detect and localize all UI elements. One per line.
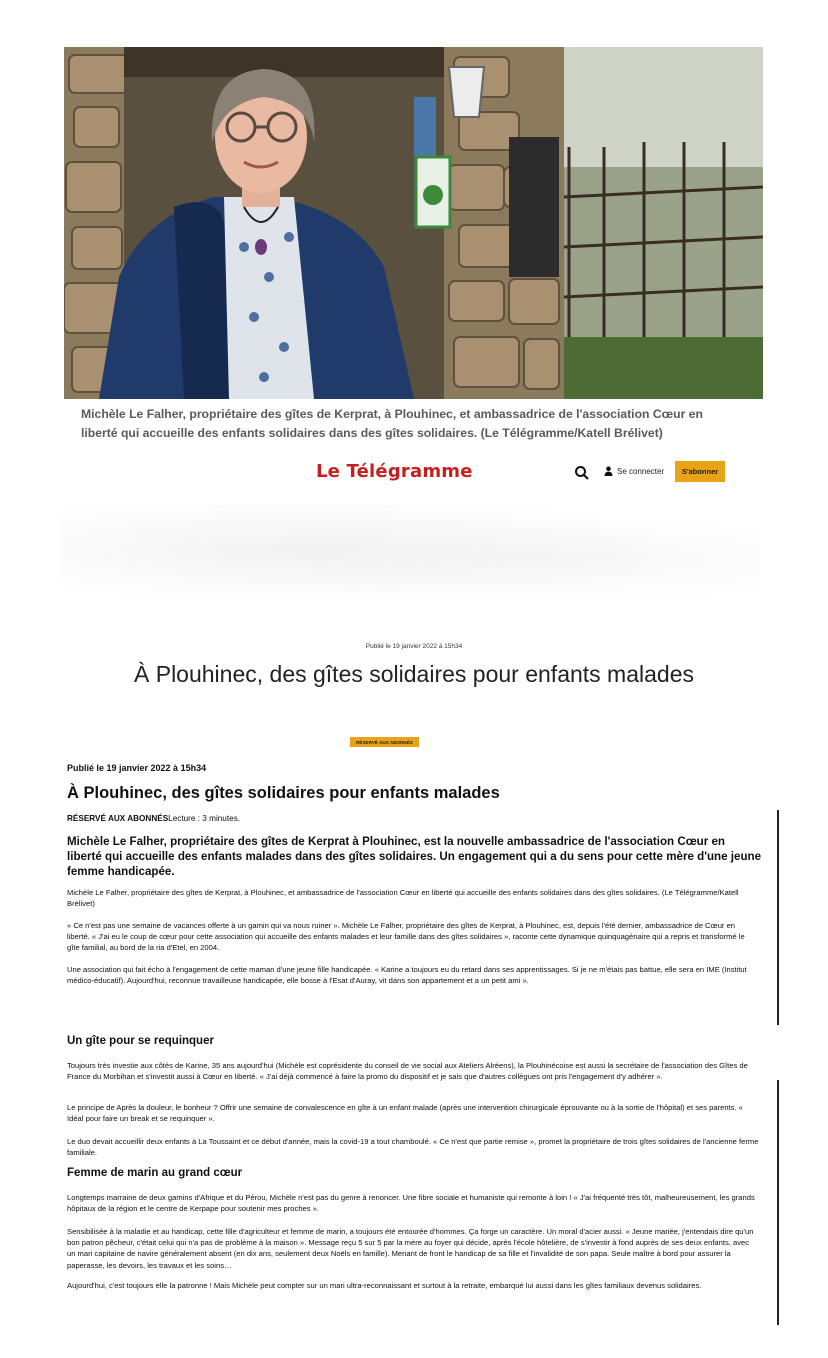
subheading-femme-de-marin: Femme de marin au grand cœur [67,1167,243,1179]
paragraph-5: Le duo devait accueillir deux enfants à La Toussaint et ce début d'année, mais la covid-19 a tout chamboulé. « Ce n'est que partie remise », promet la propriétaire de trois gîtes solidaires de l'ancienne ferme familiale. [67,1137,759,1158]
paragraph-7: Sensibilisée à la maladie et au handicap, cette fille d'agriculteur et femme de marin, a toujours été entourée d'hommes. Ça forge un caractère. Un moral d'acier aussi. « Jeune mariée, j'entendais dire qu'un bon patron pêcheur, c'était celui qui n'a pas de problème à la maison ». Message reçu 5 sur 5 par la mère au foyer qui décide, après l'école hôtelière, de s'investir à fond auprès de ses deux enfants, avec un mari capitaine de navire généralement absent (en dix ans, seulement deux Noëls en famille). Menant de front le handicap de sa fille et l'invalidité de son papa. Seule maître à bord pour assurer la paperasse, les devoirs, les travaux et les soins… [67,1227,754,1270]
site-logo[interactable]: Le Télégramme [316,461,473,482]
reading-time: Lecture : 3 minutes. [168,814,241,823]
hero-title: À Plouhinec, des gîtes solidaires pour enfants malades [134,661,694,687]
paragraph-2: Une association qui fait écho à l'engagement de cette maman d'une jeune fille handicapée. « Karine a toujours eu du retard dans ses apprentissages. Si je ne m'étais pas battue, elle sera en IME (Institut médico-éducatif). Aujourd'hui, reconnue travailleuse handicapée, elle bosse à l'Esat d'Auray, vit dans son appartement et a un petit ami ». [67,965,747,986]
article-photo [64,47,763,399]
reserved-line [67,814,240,823]
user-icon [604,466,613,476]
subscribe-button[interactable]: S'abonner [675,461,725,482]
article-title: À Plouhinec, des gîtes solidaires pour enfants malades [67,784,500,802]
scan-edge-line [777,1080,779,1325]
article-lead: Michèle Le Falher, propriétaire des gîtes de Kerprat à Plouhinec, est la nouvelle ambassadrice de l'association Cœur en liberté qui accueille des enfants malades dans des gîtes solidaires. Un engagement qui a du sens pour cette mère d'une jeune femme handicapée. [67,835,762,878]
login-link[interactable] [604,466,664,476]
paragraph-1: « Ce n'est pas une semaine de vacances offerte à un gamin qui va nous ruiner ». Michèle Le Falher, propriétaire des gîtes de Kerprat, à Plouhinec, est, depuis l'été dernier, ambassadrice de Cœur en liberté. « J'ai eu le coup de cœur pour cette association qui accueille des enfants malades et leur famille dans des gîtes solidaires », raconte cette dynamique quinquagénaire qui a repris et transformé le gîte familial, au bord de la ria d'Etel, en 2004. [67,921,745,953]
hero-published-date: Publié le 19 janvier 2022 à 15h34 [365,643,463,650]
paragraph-4: Le principe de Après la douleur, le bonheur ? Offrir une semaine de convalescence en gîte à un enfant malade (après une intervention chirurgicale éprouvante ou à la sortie de l'hôpital) et ses parents. « Idéal pour faire un break et se requinquer ». [67,1103,743,1124]
subscriber-badge: RÉSERVÉ AUX ABONNÉS [350,737,419,747]
reserved-label: RÉSERVÉ AUX ABONNÉS [67,814,169,823]
subheading-requinquer: Un gîte pour se requinquer [67,1035,214,1047]
scan-edge-line [777,810,779,1025]
paragraph-8: Aujourd'hui, c'est toujours elle la patronne ! Mais Michèle peut compter sur un mari ultra-reconnaissant et surtout à la retraite, embarqué lui aussi dans les gîtes familiaux devenus solidaires. [67,1281,702,1290]
photo-caption: Michèle Le Falher, propriétaire des gîtes de Kerprat, à Plouhinec, et ambassadrice de l'association Cœur en liberté qui accueille des enfants solidaires dans des gîtes solidaires. (Le Télégramme/Katell Brélivet) [81,407,703,440]
blurred-area [60,505,760,615]
paragraph-6: Longtemps marraine de deux gamins d'Afrique et du Pérou, Michèle n'est pas du genre à renoncer. Une fibre sociale et humaniste qui remonte à loin ! « J'ai fréquenté très tôt, malheureusement, les grands hôpitaux de la région et le centre de Kerpape pour soutenir mes proches ». [67,1193,755,1214]
site-header [0,455,828,495]
photo-credit: Michèle Le Falher, propriétaire des gîtes de Kerprat, à Plouhinec, et ambassadrice de l'association Cœur en liberté qui accueille des enfants solidaires dans des gîtes solidaires. (Le Télégramme/Katell Brélivet) [67,888,739,909]
search-icon[interactable] [574,465,590,481]
login-label: Se connecter [617,466,665,476]
article-published-date: Publié le 19 janvier 2022 à 15h34 [67,763,207,773]
portrait-illustration [64,47,763,399]
paragraph-3: Toujours très investie aux côtés de Karine, 35 ans aujourd'hui (Michèle est coprésidente du conseil de vie social aux Ateliers Alréens), la Plouhinécoise est aussi la secrétaire de l'association des Gîtes de France du Morbihan et s'investit aussi à Cœur en liberté. « J'ai déjà commencé à faire la promo du dispositif et je sais que d'autres collègues ont pris l'engagement d'y adhérer ». [67,1061,748,1082]
